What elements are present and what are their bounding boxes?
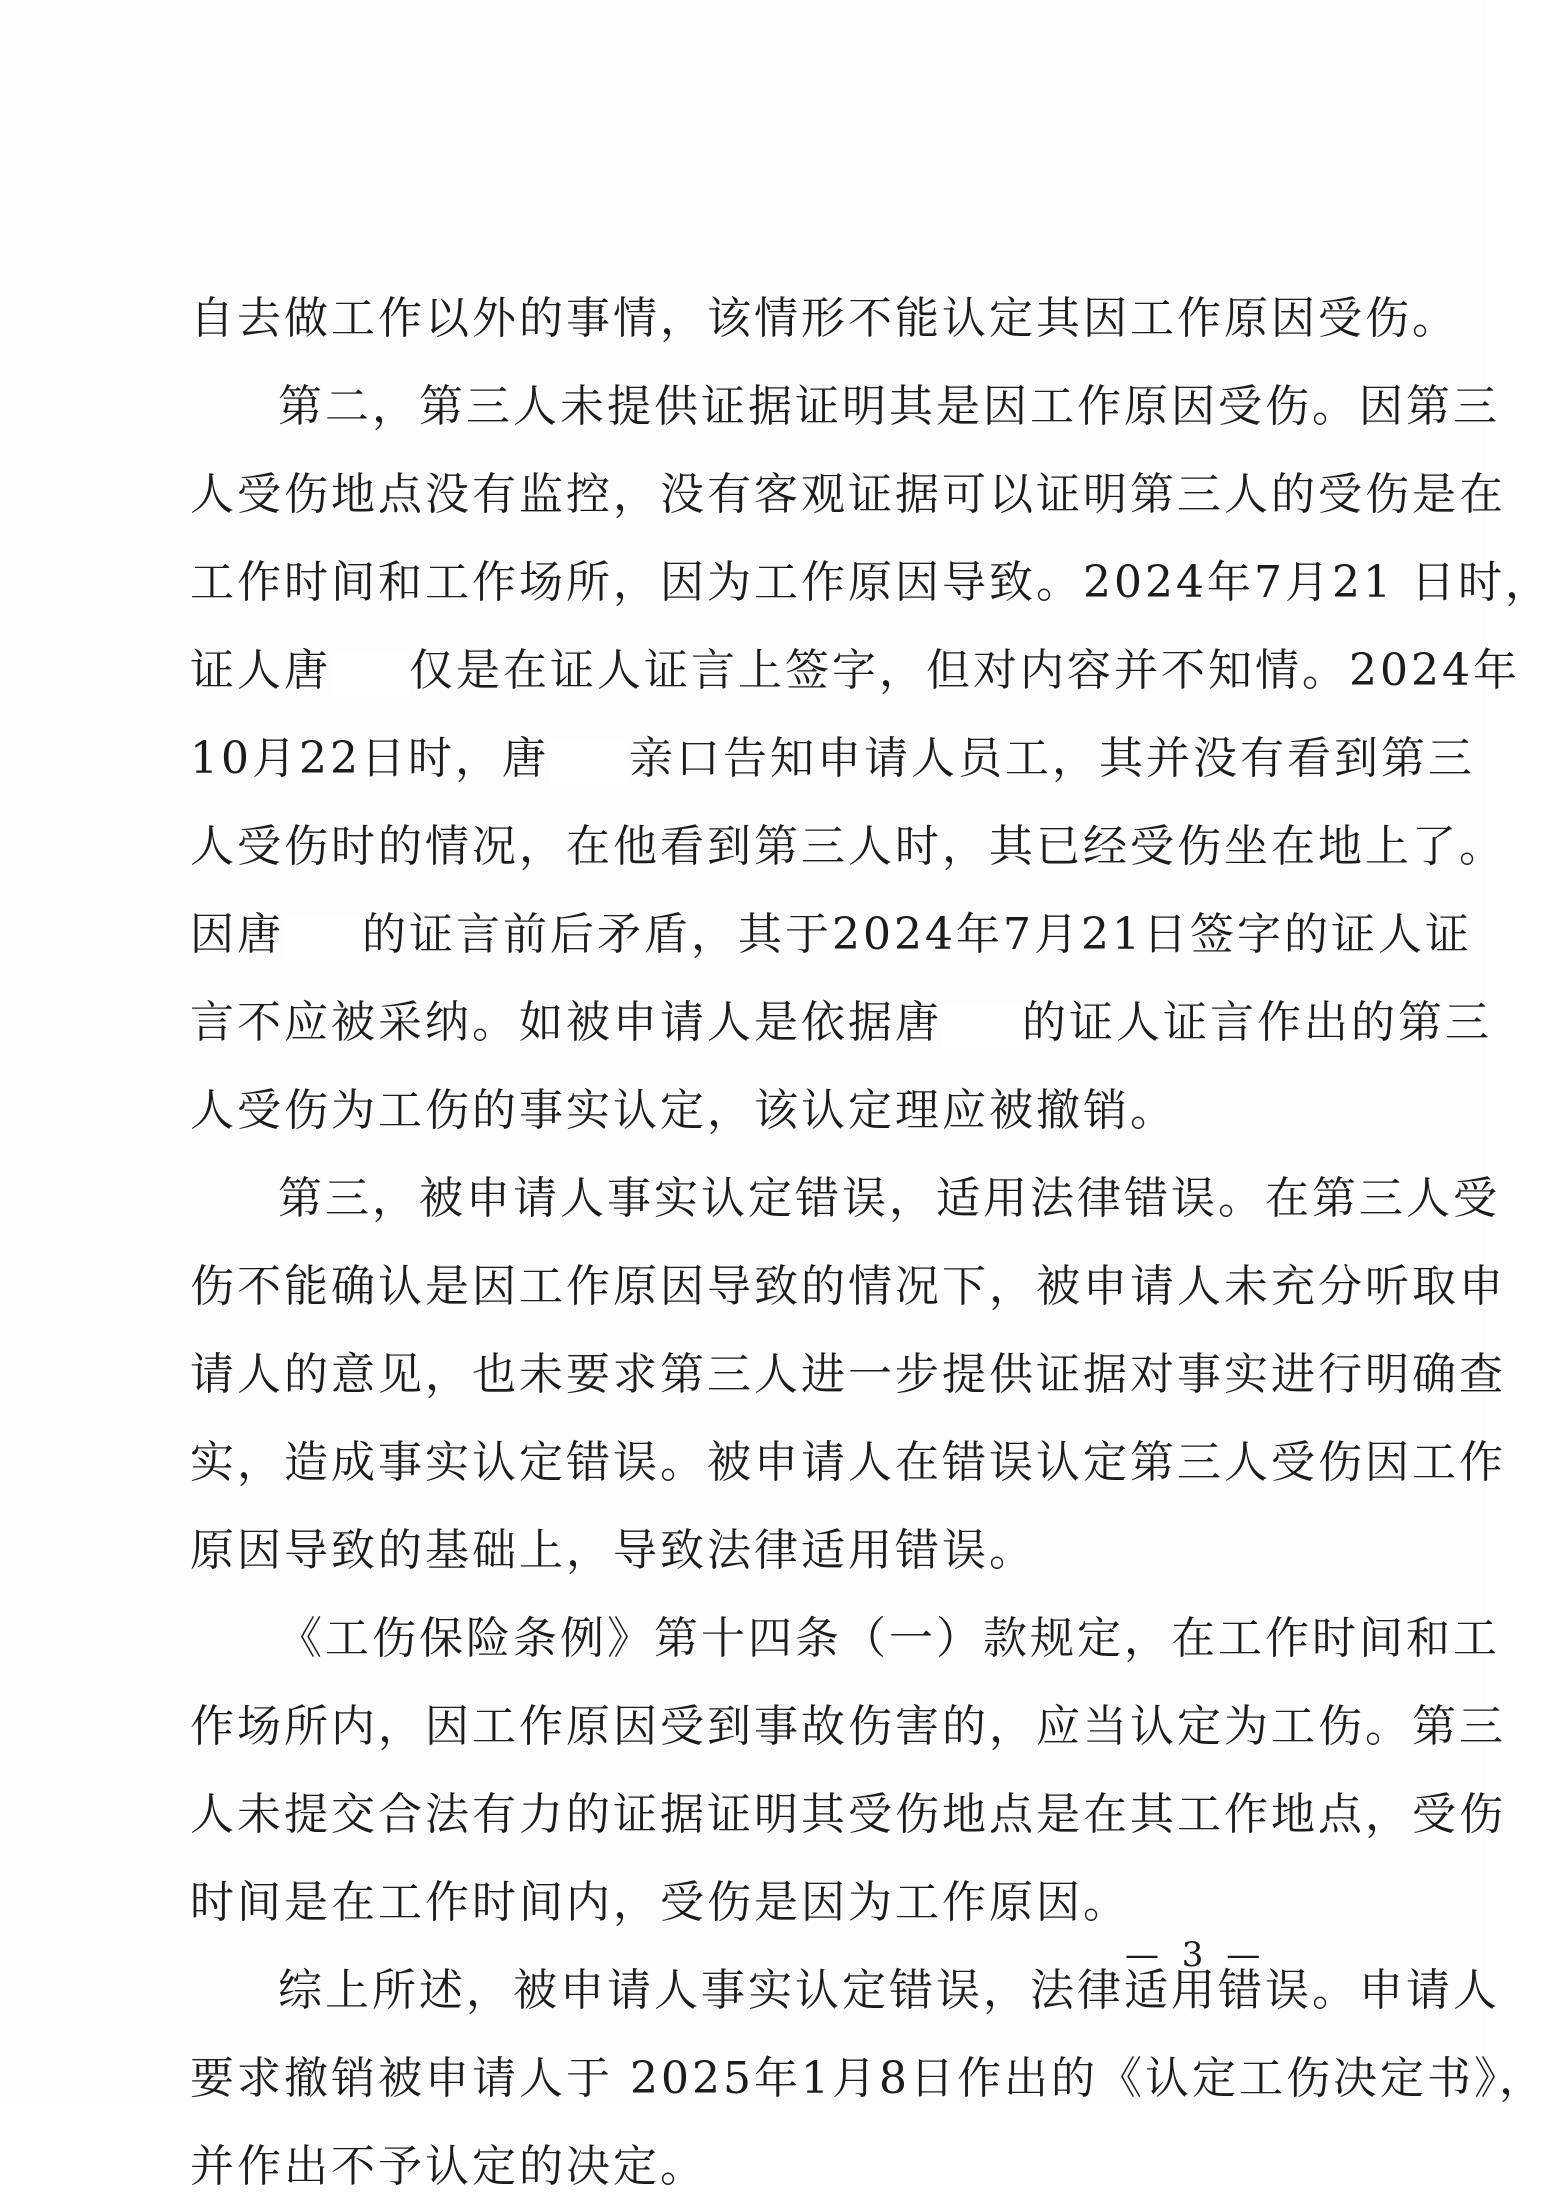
text-segment: 亲口告知申请人员工，其并没有看到第三 bbox=[628, 733, 1475, 784]
redaction-box bbox=[942, 1004, 1022, 1048]
text-line bbox=[190, 627, 1520, 715]
text-line: 人受伤时的情况，在他看到第三人时，其已经受伤坐在地上了。 bbox=[190, 821, 1506, 872]
document-body bbox=[190, 275, 1552, 2211]
redaction-box bbox=[284, 916, 362, 960]
text-line: 第三，被申请人事实认定错误，适用法律错误。在第三人受 bbox=[278, 1173, 1500, 1224]
text-line: 伤不能确认是因工作原因导致的情况下，被申请人未充分听取申 bbox=[190, 1261, 1506, 1312]
text-line: 请人的意见，也未要求第三人进一步提供证据对事实进行明确查 bbox=[190, 1349, 1506, 1400]
text-line bbox=[190, 979, 1492, 1067]
text-line: 原因导致的基础上，导致法律适用错误。 bbox=[190, 1525, 1036, 1576]
text-line: 作场所内，因工作原因受到事故伤害的，应当认定为工伤。第三 bbox=[190, 1701, 1506, 1752]
text-segment: 言不应被采纳。如被申请人是依据唐 bbox=[190, 997, 942, 1048]
text-segment: 因唐 bbox=[190, 909, 284, 960]
text-line: 第二，第三人未提供证据证明其是因工作原因受伤。因第三 bbox=[278, 381, 1500, 432]
redaction-box bbox=[549, 740, 629, 784]
text-line: 人未提交合法有力的证据证明其受伤地点是在其工作地点，受伤 bbox=[190, 1789, 1506, 1840]
text-segment: 10月22日时，唐 bbox=[190, 733, 549, 784]
text-segment: 的证人证言作出的第三 bbox=[1022, 997, 1492, 1048]
text-line: 实，造成事实认定错误。被申请人在错误认定第三人受伤因工作 bbox=[190, 1437, 1506, 1488]
text-line bbox=[190, 891, 1472, 979]
text-line: 综上所述，被申请人事实认定错误，法律适用错误。申请人 bbox=[278, 1965, 1500, 2016]
text-line: 工作时间和工作场所，因为工作原因导致。2024年7月21 日时， bbox=[190, 557, 1552, 608]
text-line: 《工伤保险条例》第十四条（一）款规定，在工作时间和工 bbox=[278, 1613, 1500, 1664]
text-line: 要求撤销被申请人于 2025年1月8日作出的《认定工伤决定书》， bbox=[190, 2053, 1546, 2104]
text-segment: 的证言前后矛盾，其于2024年7月21日签字的证人证 bbox=[362, 909, 1472, 960]
redaction-box bbox=[331, 652, 409, 696]
text-line: 并作出不予认定的决定。 bbox=[190, 2141, 707, 2192]
text-line: 人受伤地点没有监控，没有客观证据可以证明第三人的受伤是在 bbox=[190, 469, 1506, 520]
text-line bbox=[190, 715, 1475, 803]
text-line: 人受伤为工伤的事实认定，该认定理应被撤销。 bbox=[190, 1085, 1177, 1136]
text-segment: 证人唐 bbox=[190, 645, 331, 696]
text-line: 时间是在工作时间内，受伤是因为工作原因。 bbox=[190, 1877, 1130, 1928]
text-line: 自去做工作以外的事情，该情形不能认定其因工作原因受伤。 bbox=[190, 293, 1459, 344]
text-segment: 仅是在证人证言上签字，但对内容并不知情。2024年 bbox=[409, 645, 1520, 696]
page-number: — 3 — bbox=[1125, 1935, 1267, 1975]
